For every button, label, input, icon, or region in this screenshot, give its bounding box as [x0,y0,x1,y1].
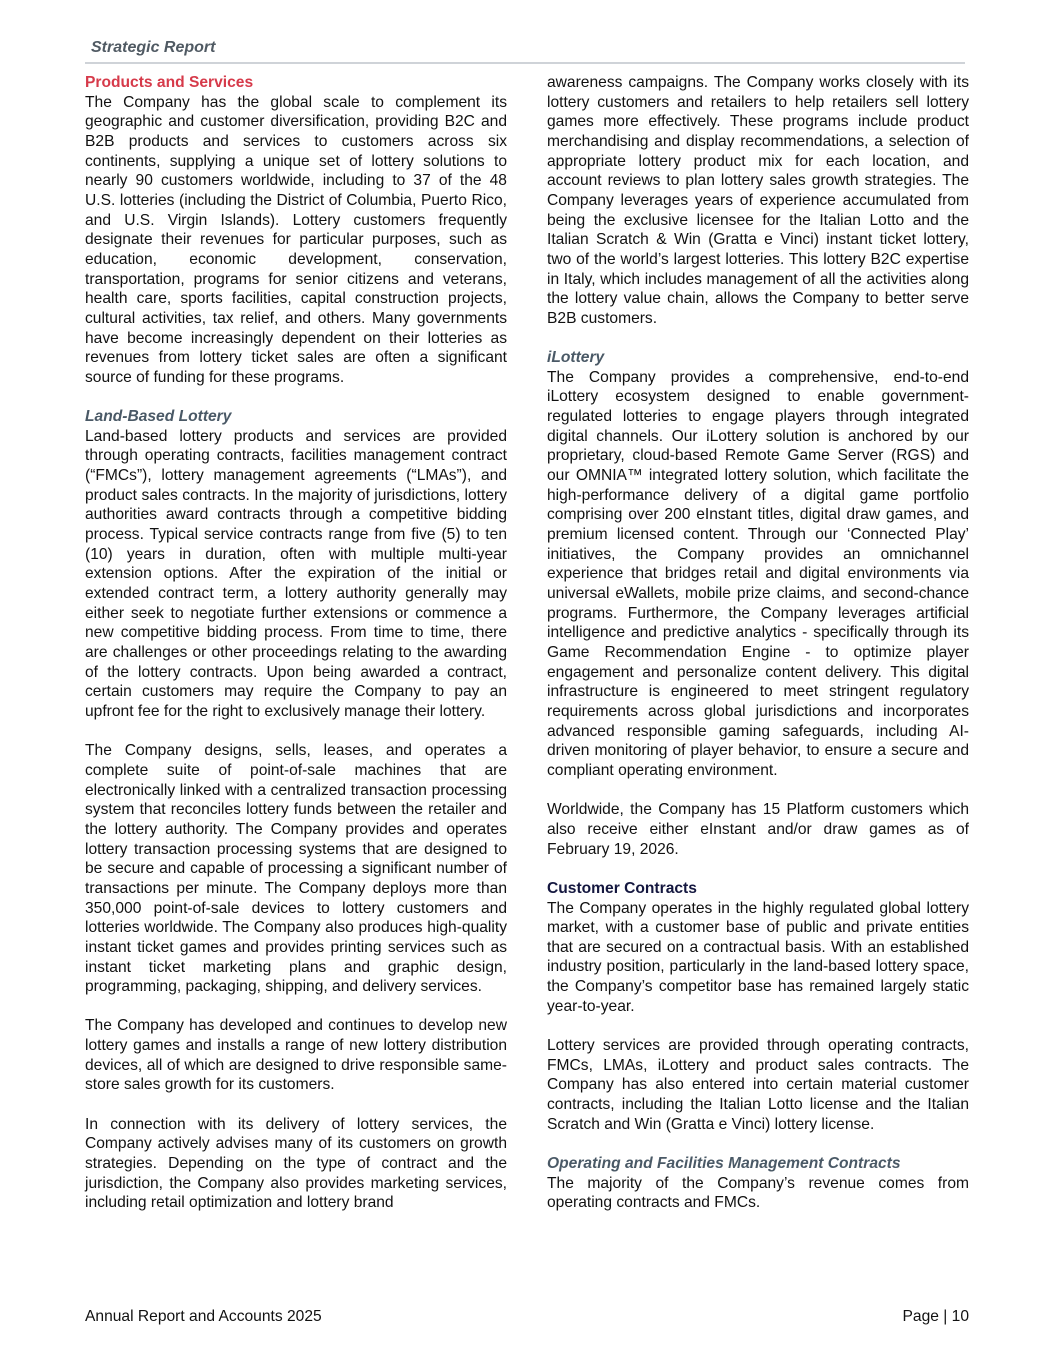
paragraph-customer-1: The Company operates in the highly regulated global lottery market, with a customer base of public and private entities that are secured on a contractual basis. With an established industry position, particularly in the land-based lottery space, the Company’s competitor base has remained largely static year-to-year. [547,899,969,1015]
heading-operating-facilities-contracts: Operating and Facilities Management Contracts [547,1155,901,1173]
paragraph-land-based-3: The Company has developed and continues to develop new lottery games and installs a range of new lottery distribution devices, all of which are designed to drive responsible same-store sales growth for its customers. [85,1017,507,1094]
paragraph-operating-1: The majority of the Company’s revenue comes from operating contracts and FMCs. [547,1174,969,1212]
heading-ilottery: iLottery [547,349,605,367]
section-land-based [85,407,507,722]
heading-products-and-services: Products and Services [85,74,254,91]
right-column [547,73,969,1233]
left-column [85,73,507,1233]
footer-report-title: Annual Report and Accounts 2025 [85,1308,322,1325]
heading-land-based-lottery: Land-Based Lottery [85,408,232,426]
section-ilottery [547,348,969,780]
paragraph-products-intro: The Company has the global scale to complement its geographic and customer diversification, providing B2C and B2B products and services to customers across six continents, supplying a unique set of lottery solutions to nearly 90 customers worldwide, including to 37 of the 48 U.S. lotteries (including the District of Columbia, Puerto Rico, and U.S. Virgin Islands). Lottery customers frequently designate their revenues for particular purposes, such as education, economic development, conservation, transportation, programs for senior citizens and veterans, health care, sports facilities, capital construction projects, cultural activities, tax relief, and others. Many governments have become increasingly dependent on their lotteries as revenues from lottery ticket sales are often a significant source of funding for these programs. [85,93,507,386]
section-customer-contracts [547,879,969,1017]
paragraph-continued: awareness campaigns. The Company works closely with its lottery customers and retailers to help retailers sell lottery games more effectively. These programs include product merchandising and display recommendations, a selection of appropriate lottery product mix for each location, and account reviews to plan lottery sales growth strategies. The Company leverages years of experience accumulated from being the exclusive licensee for the Italian Lotto and the Italian Scratch & Win (Gratta e Vinci) instant ticket lottery, two of the world’s largest lotteries. This lottery B2C expertise in Italy, which includes management of all the activities along the lottery value chain, allows the Company to better serve B2B customers. [547,74,969,327]
paragraph-land-based-4: In connection with its delivery of lottery services, the Company actively advises many of its customers on growth strategies. Depending on the type of contract and the jurisdiction, the Company also provides marketing services, including retail optimization and lottery brand [85,1115,507,1212]
heading-customer-contracts: Customer Contracts [547,879,697,897]
running-header-title: Strategic Report [91,39,216,56]
footer-page-number: Page | 10 [902,1308,969,1325]
paragraph-ilottery-2: Worldwide, the Company has 15 Platform customers which also receive either eInstant and/or draw games as of February 19, 2026. [547,801,969,858]
paragraph-land-based-2: The Company designs, sells, leases, and operates a complete suite of point-of-sale machines that are electronically linked with a centralized transaction processing system that reconciles lottery funds between the retailer and the lottery authority. The Company provides and operates lottery transaction processing systems that are designed to be secure and capable of processing a significant number of transactions per minute. The Company deploys more than 350,000 point-of-sale devices to lottery customers and lotteries worldwide. The Company also produces high-quality instant ticket games and provides printing services such as instant ticket marketing plans and graphic design, programming, packaging, shipping, and delivery services. [85,742,507,996]
paragraph-land-based-1: Land-based lottery products and services are provided through operating contracts, facilities management contract (“FMCs”), lottery management agreements (“LMAs”), and product sales contracts. In the majority of jurisdictions, lottery authorities award contracts through a competitive bidding process. Typical service contracts range from five (5) to ten (10) years in duration, often with multiple multi-year extension options. After the expiration of the initial or extended contract term, a lottery authority generally may either seek to negotiate further extensions or commence a new competitive bidding process. From time to time, there are challenges or other proceedings relating to the awarding of the lottery contracts. Upon being awarded a contract, certain customers may require the Company to pay an upfront fee for the right to exclusively manage their lottery. [85,427,507,720]
paragraph-ilottery-1: The Company provides a comprehensive, end-to-end iLottery ecosystem designed to enable government-regulated lotteries to engage players through integrated digital channels. Our iLottery solution is anchored by our proprietary, cloud-based Remote Game Server (RGS) and our OMNIA™ integrated lottery solution, which facilitate the high-performance delivery of a digital game portfolio comprising over 200 eInstant titles, digital draw games, and premium licensed content. Through our ‘Connected Play’ initiatives, the Company provides an omnichannel experience that bridges retail and digital environments via universal eWallets, mobile prize claims, and second-chance programs. Furthermore, the Company leverages artificial intelligence and predictive analytics - specifically through its Game Recommendation Engine - to optimize player engagement and personalize content delivery. This digital infrastructure is engineered to meet stringent regulatory requirements across global jurisdictions and incorporates advanced responsible gaming safeguards, including AI-driven monitoring of player behavior, to ensure a secure and compliant operating environment. [547,368,969,779]
header-divider [85,62,965,64]
section-products [85,73,507,388]
section-operating-contracts [547,1154,969,1213]
paragraph-customer-2: Lottery services are provided through operating contracts, FMCs, LMAs, iLottery and product sales contracts. The Company has also entered into certain material customer contracts, including the Italian Lotto license and the Italian Scratch and Win (Gratta e Vinci) lottery license. [547,1037,969,1133]
